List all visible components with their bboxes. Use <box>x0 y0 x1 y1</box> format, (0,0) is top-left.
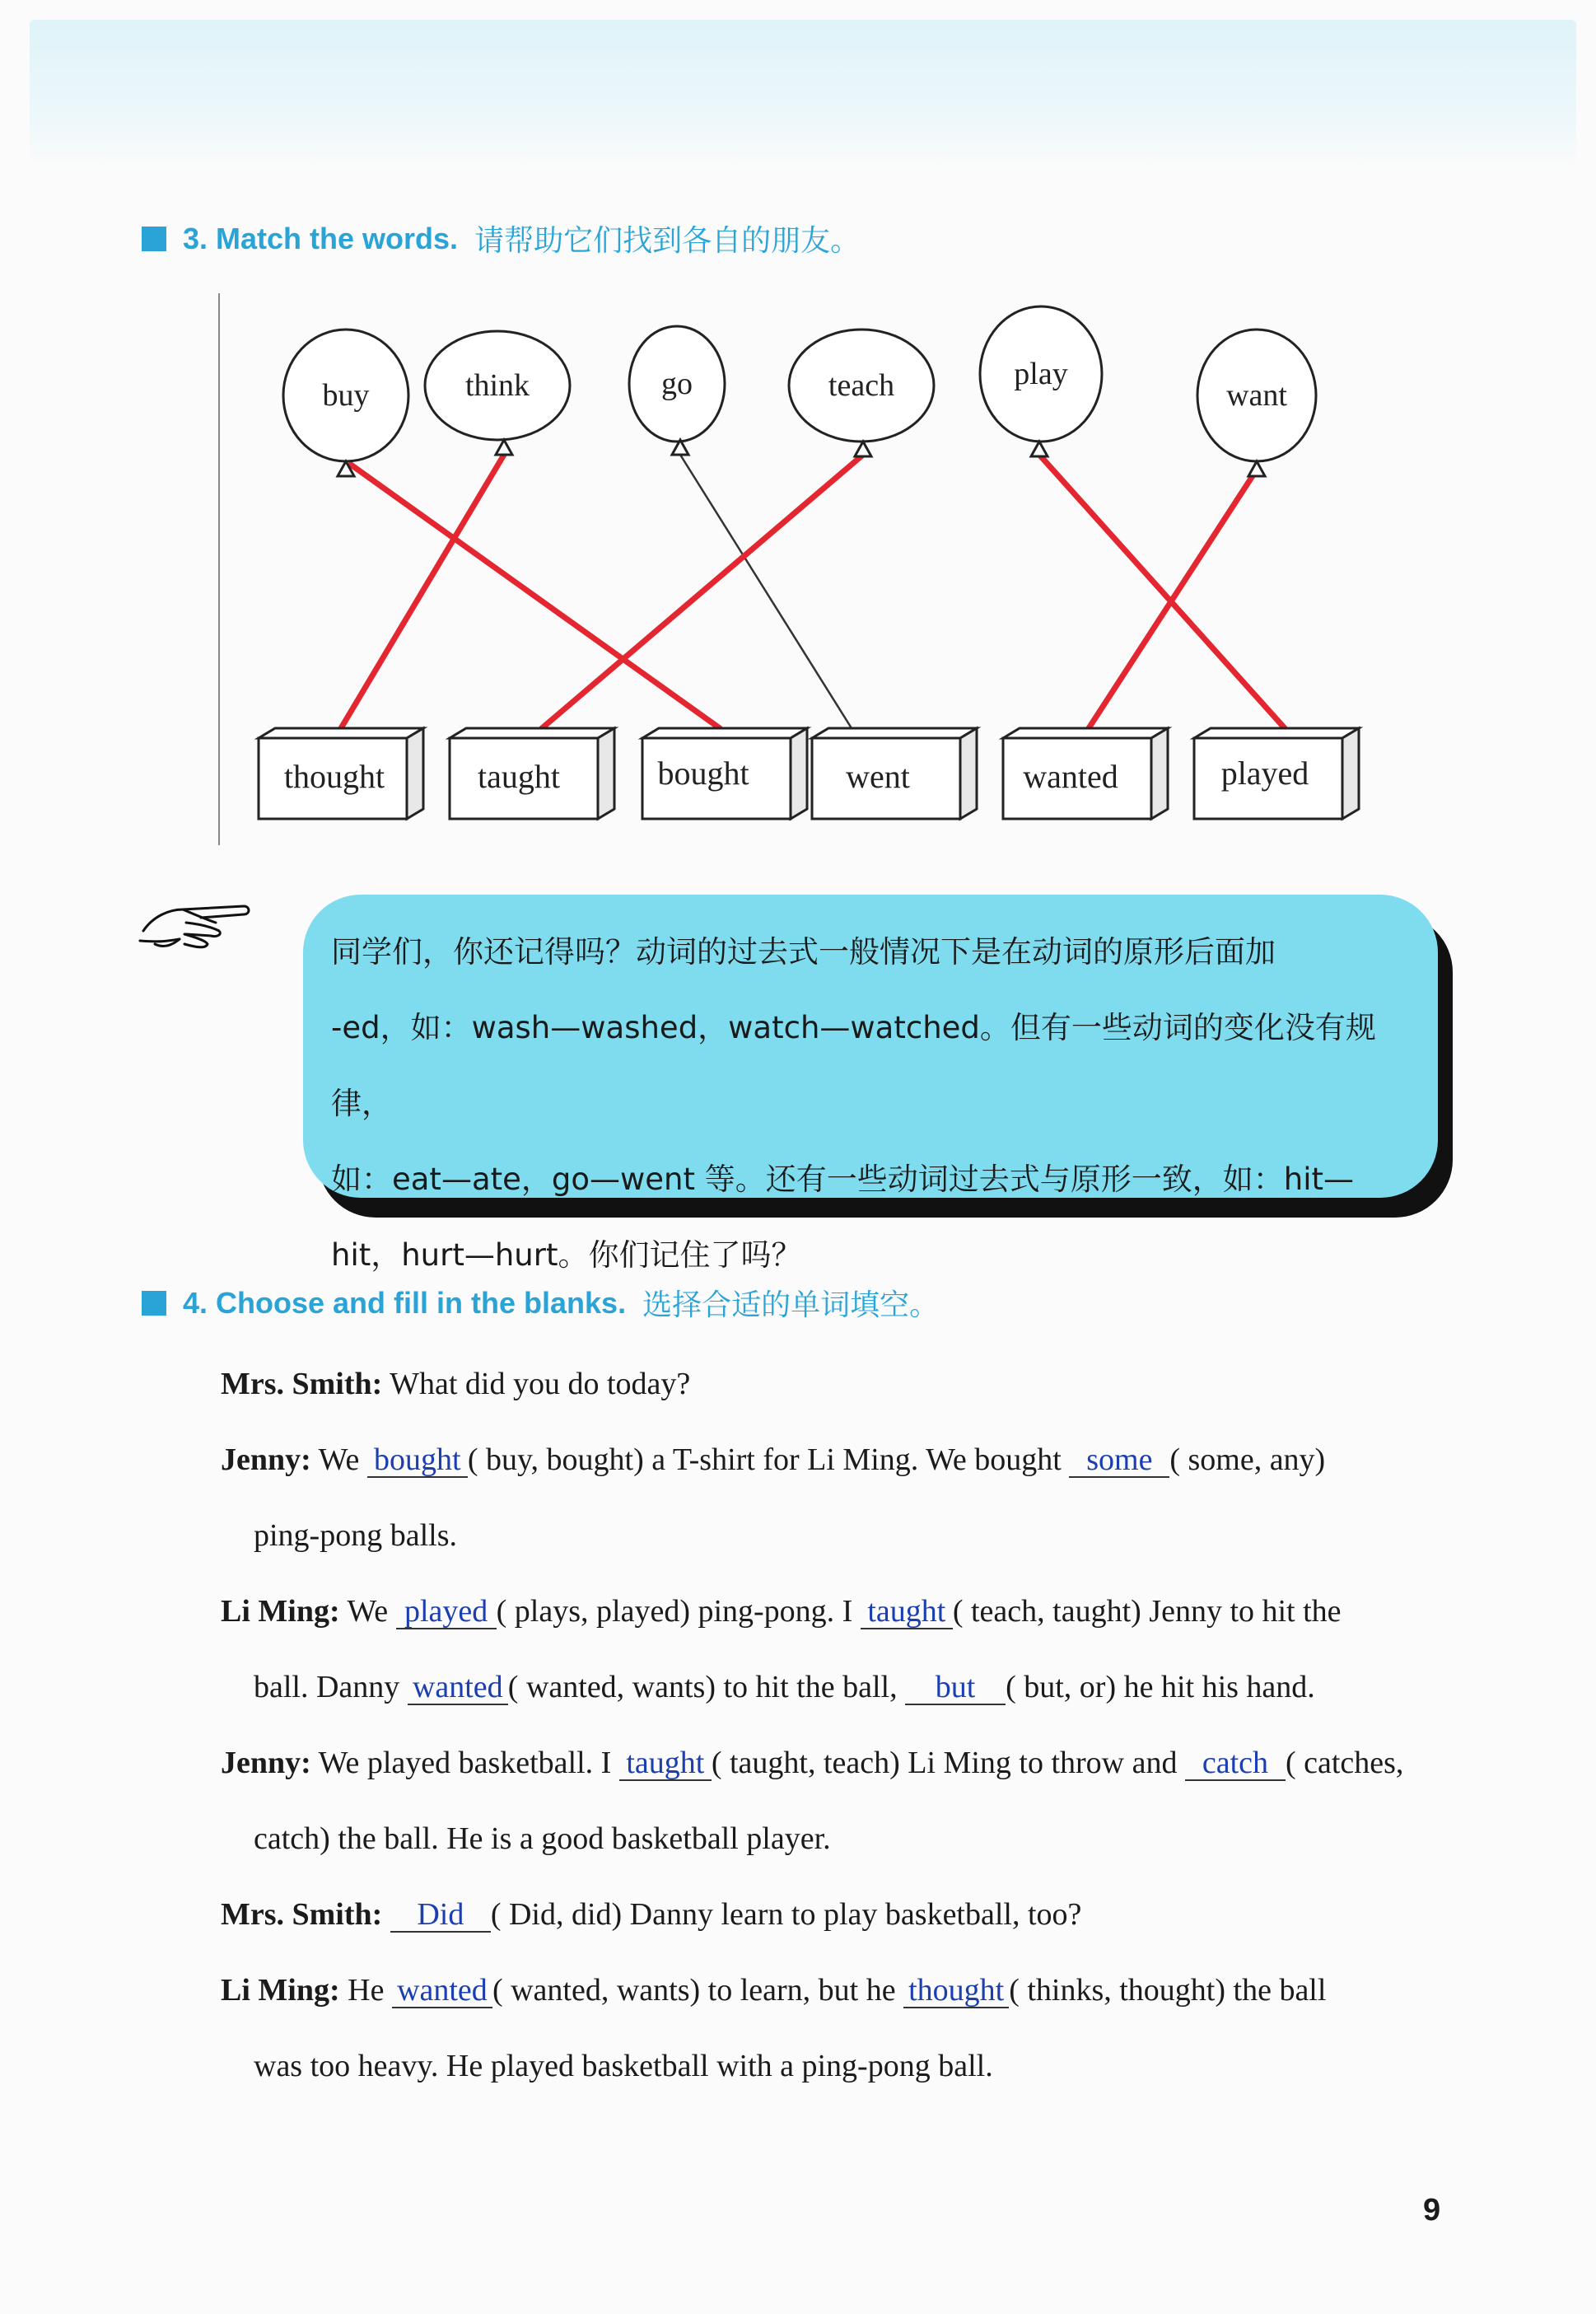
dialogue-text: ( Did, did) Danny learn to play basketball, too? <box>490 1897 1082 1932</box>
box-top-4 <box>1003 728 1168 738</box>
dialogue-line: Li Ming: He wanted ( wanted, wants) to learn, but he thought ( thinks, thought) the ball <box>221 1973 1327 2008</box>
answer-blank[interactable]: taught <box>619 1746 712 1781</box>
answer-blank[interactable]: thought <box>903 1974 1009 2008</box>
dialogue-line <box>221 2028 1472 2104</box>
tip-line: hit，hurt—hurt。你们记住了吗？ <box>331 1237 802 1273</box>
box-top-2 <box>642 728 807 738</box>
dialogue-text: ( teach, taught) Jenny to hit the <box>952 1594 1342 1629</box>
box-top-0 <box>259 728 423 738</box>
answer-blank[interactable]: catch <box>1185 1746 1286 1781</box>
box-label: thought <box>283 758 385 795</box>
bubble-label: go <box>661 367 693 401</box>
section-3-heading <box>142 217 860 259</box>
dialogue-text: ( wanted, wants) to hit the ball, <box>507 1670 898 1704</box>
section-4-heading <box>142 1282 939 1324</box>
answer-blank[interactable]: some <box>1069 1443 1169 1478</box>
dialogue-text: catch) the ball. He is a good basketball player. <box>254 1821 831 1856</box>
dialogue-text: ( taught, teach) Li Ming to throw and <box>711 1746 1178 1780</box>
tip-line: -ed，如：wash—washed，watch—watched。但有一些动词的变化没有规律， <box>331 1010 1376 1121</box>
dialogue-line: Mrs. Smith: Did ( Did, did) Danny learn to play basketball, too? <box>221 1897 1082 1932</box>
dialogue-line: Li Ming: We played ( plays, played) ping-pong. I taught ( teach, taught) Jenny to hit the <box>221 1594 1342 1629</box>
answer-blank[interactable]: wanted <box>392 1974 492 2008</box>
speaker: Jenny <box>221 1442 301 1477</box>
answer-blank[interactable]: Did <box>390 1898 491 1933</box>
bubbles <box>283 306 1316 476</box>
box-side-2 <box>791 728 807 819</box>
dialogue-text: ( but, or) he hit his hand. <box>1006 1670 1315 1704</box>
box-side-5 <box>1342 728 1359 819</box>
pointing-hand-icon <box>137 898 252 956</box>
dialogue-text: He <box>348 1973 385 2008</box>
dialogue-line <box>221 1801 1472 1877</box>
speaker: Mrs. Smith <box>221 1897 372 1932</box>
answer-blank[interactable]: wanted <box>408 1671 508 1705</box>
box-label: bought <box>657 755 749 792</box>
box-top-1 <box>450 728 614 738</box>
page-number: 9 <box>1423 2193 1441 2228</box>
matching-svg <box>217 293 1387 845</box>
dialogue-text: ( some, any) <box>1169 1442 1326 1477</box>
dialogue-text: ping-pong balls. <box>254 1518 457 1553</box>
box-side-0 <box>407 728 423 819</box>
dialogue-line: Jenny: We bought ( buy, bought) a T-shirt for Li Ming. We bought some ( some, any) <box>221 1442 1326 1477</box>
dialogue-text: ( buy, bought) a T-shirt for Li Ming. We bought <box>467 1442 1062 1477</box>
section-3-title-cn: 请帮助它们找到各自的朋友。 <box>474 224 861 258</box>
matching-diagram <box>217 293 1387 845</box>
box-side-1 <box>598 728 614 819</box>
dialogue-text: ( plays, played) ping-pong. I <box>496 1594 853 1629</box>
dialogue-line: Jenny: We played basketball. I taught ( taught, teach) Li Ming to throw and catch ( catches, <box>221 1746 1404 1780</box>
answer-blank[interactable]: taught <box>861 1595 953 1629</box>
box-label: went <box>846 758 910 795</box>
boxes <box>259 728 1359 819</box>
tip-line: 如：eat—ate，go—went 等。还有一些动词过去式与原形一致，如：hit— <box>331 1162 1354 1197</box>
bubble-label: buy <box>322 378 370 413</box>
box-label: taught <box>478 758 560 795</box>
red-match-lines <box>341 455 1285 728</box>
answer-blank[interactable]: but <box>905 1671 1006 1705</box>
box-side-4 <box>1151 728 1168 819</box>
dialogue-text: was too heavy. He played basketball with a ping-pong ball. <box>254 2049 993 2083</box>
box-top-3 <box>812 728 977 738</box>
bubble-label: think <box>464 368 530 403</box>
dialogue-line <box>221 1649 1472 1725</box>
answer-blank[interactable]: bought <box>367 1443 468 1478</box>
dialogue-line <box>221 1498 1472 1573</box>
dialogue-text: We played basketball. I <box>318 1746 612 1780</box>
bubble-label: teach <box>828 368 895 403</box>
bubble-label: play <box>1014 357 1068 391</box>
section-square-icon <box>142 1291 166 1316</box>
section-3-title: 3. Match the words. <box>183 221 459 255</box>
dialogue-text: ball. Danny <box>254 1670 400 1704</box>
tip-text <box>331 914 1435 1293</box>
dialogue-text: What did you do today? <box>390 1367 691 1401</box>
dialogue-line: Mrs. Smith: What did you do today? <box>221 1367 691 1401</box>
dialogue-text: We <box>347 1594 389 1629</box>
dialogue-text: We <box>318 1442 360 1477</box>
section-4-title: 4. Choose and fill in the blanks. <box>183 1285 627 1320</box>
bubble-label: want <box>1226 378 1287 413</box>
section-4-title-cn: 选择合适的单词填空。 <box>642 1288 940 1322</box>
box-label: wanted <box>1023 758 1118 795</box>
tip-line: 同学们，你还记得吗？动词的过去式一般情况下是在动词的原形后面加 <box>331 934 1276 970</box>
box-side-3 <box>960 728 977 819</box>
dialogue-text: ( wanted, wants) to learn, but he <box>492 1973 896 2008</box>
dialogue <box>221 1346 1472 2104</box>
speaker: Li Ming <box>221 1594 329 1629</box>
speaker: Jenny <box>221 1746 301 1780</box>
box-label: played <box>1220 755 1309 792</box>
dialogue-text: ( catches, <box>1285 1746 1404 1780</box>
box-top-5 <box>1194 728 1359 738</box>
speaker: Mrs. Smith <box>221 1367 372 1401</box>
dialogue-text: ( thinks, thought) the ball <box>1009 1973 1327 2008</box>
top-banner <box>30 20 1576 168</box>
answer-blank[interactable]: played <box>396 1595 497 1629</box>
section-square-icon <box>142 227 166 251</box>
speaker: Li Ming <box>221 1973 329 2008</box>
